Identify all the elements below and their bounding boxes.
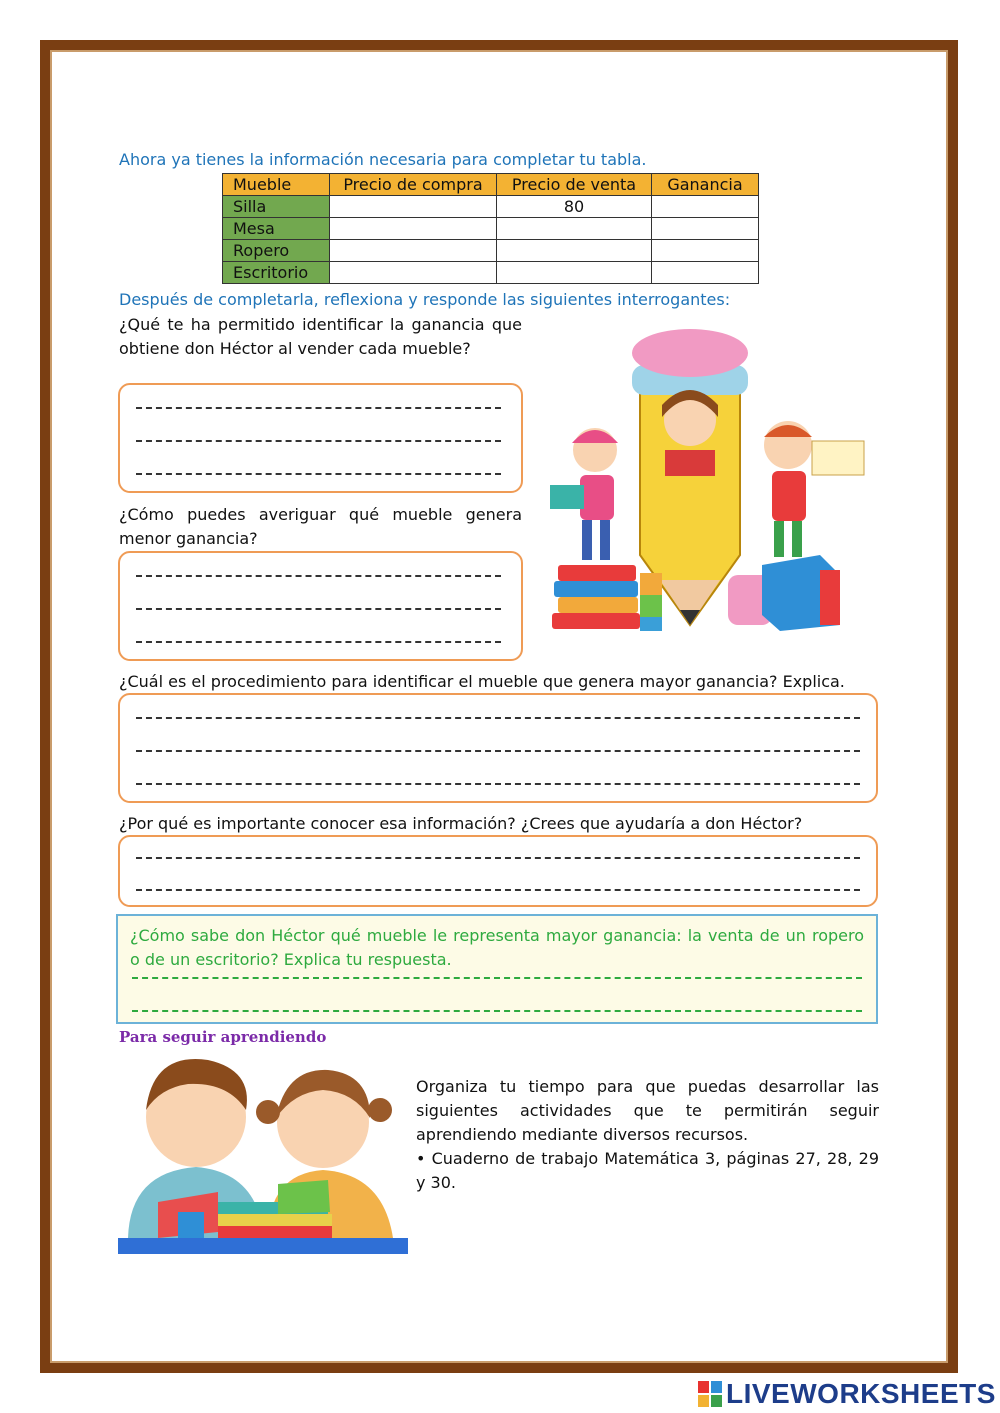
mesa-venta-cell[interactable] xyxy=(497,218,652,240)
answer-line xyxy=(136,440,501,442)
answer-box-2[interactable] xyxy=(118,551,523,661)
answer-box-1[interactable] xyxy=(118,383,523,493)
table-row xyxy=(223,262,759,284)
ropero-compra-cell[interactable] xyxy=(330,240,497,262)
header-precio-venta: Precio de venta xyxy=(497,174,652,196)
answer-line xyxy=(136,783,860,785)
answer-line xyxy=(136,608,501,610)
escritorio-ganancia-cell[interactable] xyxy=(652,262,759,284)
answer-line xyxy=(136,857,860,859)
answer-line xyxy=(132,1010,862,1012)
question-1: ¿Qué te ha permitido identificar la ganancia que obtiene don Héctor al vender cada mueble? xyxy=(119,315,522,358)
answer-box-4[interactable] xyxy=(118,835,878,907)
answer-line xyxy=(136,575,501,577)
escritorio-compra-cell[interactable] xyxy=(330,262,497,284)
answer-line xyxy=(136,407,501,409)
ropero-ganancia-cell[interactable] xyxy=(652,240,759,262)
organize-text: Organiza tu tiempo para que puedas desarrollar las siguientes actividades que te permitirán seguir aprendiendo mediante diversos recursos. xyxy=(416,1077,879,1144)
answer-line xyxy=(136,473,501,475)
section-title: Para seguir aprendiendo xyxy=(119,1028,327,1046)
question-4: ¿Por qué es importante conocer esa información? ¿Crees que ayudaría a don Héctor? xyxy=(119,814,803,833)
header-ganancia: Ganancia xyxy=(652,174,759,196)
mesa-compra-cell[interactable] xyxy=(330,218,497,240)
challenge-box xyxy=(116,914,878,1024)
question-5: ¿Cómo sabe don Héctor qué mueble le representa mayor ganancia: la venta de un ropero o de un escritorio? Explica tu respuesta. xyxy=(130,926,864,969)
answer-line xyxy=(132,977,862,979)
table-row xyxy=(223,218,759,240)
header-mueble: Mueble xyxy=(223,174,330,196)
table-header-row xyxy=(223,174,759,196)
brand-name: LIVEWORKSHEETS xyxy=(726,1378,996,1409)
answer-line xyxy=(136,717,860,719)
intro-text: Ahora ya tienes la información necesaria para completar tu tabla. xyxy=(119,150,647,169)
table-row xyxy=(223,240,759,262)
answer-line xyxy=(136,641,501,643)
row-label-escritorio: Escritorio xyxy=(223,262,330,284)
silla-venta-cell[interactable]: 80 xyxy=(497,196,652,218)
liveworksheets-brand xyxy=(698,1378,996,1410)
table-row xyxy=(223,196,759,218)
escritorio-venta-cell[interactable] xyxy=(497,262,652,284)
kids-reading-illustration xyxy=(118,1052,408,1254)
silla-compra-cell[interactable] xyxy=(330,196,497,218)
reflect-text: Después de completarla, reflexiona y responde las siguientes interrogantes: xyxy=(119,290,731,309)
kids-pencil-illustration xyxy=(540,325,880,635)
liveworksheets-logo-icon xyxy=(698,1381,722,1407)
workbook-bullet: • Cuaderno de trabajo Matemática 3, páginas 27, 28, 29 y 30. xyxy=(416,1149,879,1192)
profit-table xyxy=(222,173,759,284)
row-label-silla: Silla xyxy=(223,196,330,218)
ropero-venta-cell[interactable] xyxy=(497,240,652,262)
row-label-mesa: Mesa xyxy=(223,218,330,240)
question-3: ¿Cuál es el procedimiento para identificar el mueble que genera mayor ganancia? Explica. xyxy=(119,672,845,691)
answer-line xyxy=(136,889,860,891)
silla-ganancia-cell[interactable] xyxy=(652,196,759,218)
row-label-ropero: Ropero xyxy=(223,240,330,262)
answer-line xyxy=(136,750,860,752)
question-2: ¿Cómo puedes averiguar qué mueble genera menor ganancia? xyxy=(119,505,522,548)
header-precio-compra: Precio de compra xyxy=(330,174,497,196)
mesa-ganancia-cell[interactable] xyxy=(652,218,759,240)
answer-box-3[interactable] xyxy=(118,693,878,803)
